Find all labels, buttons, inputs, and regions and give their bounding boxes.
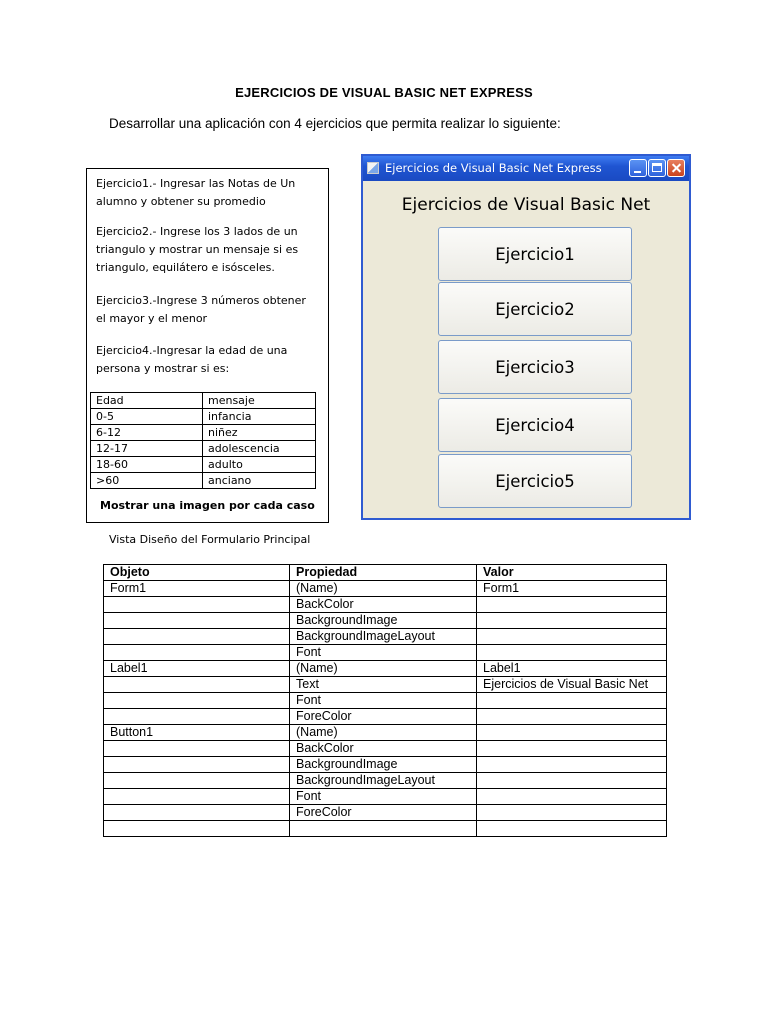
table-row (104, 629, 667, 645)
table-cell (477, 773, 667, 789)
table-cell: Font (290, 645, 477, 661)
table-cell (477, 597, 667, 613)
table-cell (104, 773, 290, 789)
exercise-1-text: Ejercicio1.- Ingresar las Notas de Un alumno y obtener su promedio (96, 177, 296, 208)
table-header-cell: Objeto (104, 565, 290, 581)
table-header-cell: Edad (91, 393, 203, 409)
exercises-footer: Mostrar una imagen por cada caso (100, 499, 315, 512)
window-title: Ejercicios de Visual Basic Net Express (385, 161, 602, 175)
table-cell (104, 821, 290, 837)
table-row (104, 741, 667, 757)
table-cell: Form1 (104, 581, 290, 597)
table-cell (104, 789, 290, 805)
form-heading-label: Ejercicios de Visual Basic Net (401, 195, 651, 215)
table-cell: BackColor (290, 741, 477, 757)
table-cell: 0-5 (91, 409, 203, 425)
table-cell (104, 741, 290, 757)
table-row (104, 613, 667, 629)
ejercicio2-button[interactable]: Ejercicio2 (438, 282, 632, 336)
app-window (361, 154, 691, 520)
close-icon[interactable] (667, 159, 685, 177)
table-cell: Form1 (477, 581, 667, 597)
table-row (104, 725, 667, 741)
table-cell (104, 645, 290, 661)
exercise-2-text: Ejercicio2.- Ingrese los 3 lados de un triangulo y mostrar un mensaje si es triangulo, equilátero e isósceles. (96, 225, 299, 274)
table-row (104, 805, 667, 821)
table-cell (477, 741, 667, 757)
table-cell (104, 613, 290, 629)
exercise-4-text: Ejercicio4.-Ingresar la edad de una persona y mostrar si es: (96, 344, 288, 375)
minimize-icon[interactable] (629, 159, 647, 177)
table-cell (477, 629, 667, 645)
table-cell (477, 693, 667, 709)
table-cell (477, 821, 667, 837)
table-cell (104, 597, 290, 613)
table-cell: BackgroundImage (290, 613, 477, 629)
table-cell: 18-60 (91, 457, 203, 473)
table-row (104, 773, 667, 789)
table-cell: niñez (203, 425, 316, 441)
table-cell (104, 757, 290, 773)
table-cell (104, 677, 290, 693)
table-row (91, 409, 316, 425)
table-cell: anciano (203, 473, 316, 489)
table-cell: Label1 (477, 661, 667, 677)
table-cell (477, 725, 667, 741)
table-cell: Font (290, 789, 477, 805)
table-cell: ForeColor (290, 709, 477, 725)
table-row (104, 581, 667, 597)
table-cell: ForeColor (290, 805, 477, 821)
table-cell: 6-12 (91, 425, 203, 441)
table-row (104, 645, 667, 661)
table-row (91, 473, 316, 489)
app-icon (367, 162, 379, 174)
table-cell: Button1 (104, 725, 290, 741)
table-cell (104, 693, 290, 709)
table-row (104, 709, 667, 725)
table-cell (477, 645, 667, 661)
properties-table-body (104, 581, 667, 837)
table-cell: Font (290, 693, 477, 709)
table-cell: BackgroundImageLayout (290, 629, 477, 645)
table-cell (477, 789, 667, 805)
table-header-row (104, 565, 667, 581)
table-header-cell: Valor (477, 565, 667, 581)
table-cell: infancia (203, 409, 316, 425)
table-row (104, 821, 667, 837)
table-cell: >60 (91, 473, 203, 489)
table-cell: (Name) (290, 661, 477, 677)
exercises-box (86, 168, 329, 523)
table-row (91, 441, 316, 457)
table-cell (477, 757, 667, 773)
table-row (104, 677, 667, 693)
table-cell (104, 629, 290, 645)
table-cell: Label1 (104, 661, 290, 677)
properties-table (103, 564, 667, 837)
table-cell: adolescencia (203, 441, 316, 457)
table-cell (104, 709, 290, 725)
table-cell: Ejercicios de Visual Basic Net (477, 677, 667, 693)
table-cell: adulto (203, 457, 316, 473)
maximize-icon[interactable] (648, 159, 666, 177)
table-cell: Text (290, 677, 477, 693)
table-row (104, 693, 667, 709)
ejercicio3-button[interactable]: Ejercicio3 (438, 340, 632, 394)
table-row (91, 425, 316, 441)
table-cell (477, 709, 667, 725)
table-header-row (91, 393, 316, 409)
table-row (104, 661, 667, 677)
table-cell: BackgroundImage (290, 757, 477, 773)
table-cell: 12-17 (91, 441, 203, 457)
table-cell: (Name) (290, 725, 477, 741)
table-cell (477, 805, 667, 821)
ejercicio5-button[interactable]: Ejercicio5 (438, 454, 632, 508)
age-table (90, 392, 316, 489)
table-header-cell: mensaje (203, 393, 316, 409)
document-title: EJERCICIOS DE VISUAL BASIC NET EXPRESS (235, 85, 533, 100)
window-titlebar[interactable] (363, 156, 689, 181)
ejercicio1-button[interactable]: Ejercicio1 (438, 227, 632, 281)
table-cell (477, 613, 667, 629)
design-view-caption: Vista Diseño del Formulario Principal (109, 533, 311, 546)
table-row (104, 789, 667, 805)
intro-text: Desarrollar una aplicación con 4 ejercicios que permita realizar lo siguiente: (109, 116, 561, 131)
table-row (91, 457, 316, 473)
ejercicio4-button[interactable]: Ejercicio4 (438, 398, 632, 452)
table-row (104, 597, 667, 613)
window-client-area (363, 181, 689, 518)
table-row (104, 757, 667, 773)
table-cell: BackgroundImageLayout (290, 773, 477, 789)
table-cell (104, 805, 290, 821)
table-cell: BackColor (290, 597, 477, 613)
table-cell (290, 821, 477, 837)
exercise-3-text: Ejercicio3.-Ingrese 3 números obtener el mayor y el menor (96, 294, 306, 325)
table-header-cell: Propiedad (290, 565, 477, 581)
table-cell: (Name) (290, 581, 477, 597)
